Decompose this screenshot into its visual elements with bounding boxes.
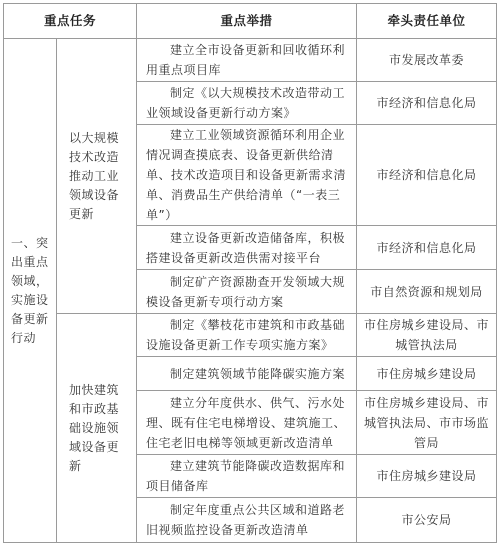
table-row <box>4 39 497 82</box>
measure-cell: 制定《攀枝花市建筑和市政基础设施设备更新工作专项实施方案》 <box>137 314 357 357</box>
measure-cell: 建立建筑节能降碳改造数据库和项目储备库 <box>137 455 357 498</box>
table-row <box>4 314 497 357</box>
task-level1: 一、突出重点领域，实施设备更新行动 <box>4 39 57 543</box>
measure-cell: 建立设备更新改造储备库，积极搭建设备更新改造供需对接平台 <box>137 226 357 270</box>
measure-cell: 建立全市设备更新和回收循环利用重点项目库 <box>137 39 357 82</box>
lead-unit-cell: 市发展改革委 <box>357 39 497 82</box>
measure-cell: 制定矿产资源勘查开发领域大规模设备更新专项行动方案 <box>137 270 357 314</box>
lead-unit-cell: 市住房城乡建设局、市城管执法局、市市场监管局 <box>357 391 497 455</box>
measure-cell: 建立分年度供水、供气、污水处理、既有住宅电梯增设、建筑施工、住宅老旧电梯等领域更新改造清单 <box>137 391 357 455</box>
header-row <box>4 4 497 39</box>
measure-cell: 制定《以大规模技术改造带动工业领域设备更新行动方案》 <box>137 82 357 125</box>
header-key-task: 重点任务 <box>4 4 137 39</box>
lead-unit-cell: 市住房城乡建设局 <box>357 455 497 498</box>
lead-unit-cell: 市公安局 <box>357 498 497 543</box>
measure-cell: 制定年度重点公共区域和道路老旧视频监控设备更新改造清单 <box>137 498 357 543</box>
header-key-measure: 重点举措 <box>137 4 357 39</box>
task-group-industry: 以大规模技术改造推动工业领域设备更新 <box>57 39 137 314</box>
lead-unit-cell: 市自然资源和规划局 <box>357 270 497 314</box>
lead-unit-cell: 市经济和信息化局 <box>357 226 497 270</box>
measure-cell: 建立工业领域资源循环利用企业情况调查摸底表、设备更新供给清单、技术改造项目和设备更新需求清单、消费品生产供给清单（“一表三单”） <box>137 125 357 226</box>
lead-unit-cell: 市住房城乡建设局、市城管执法局 <box>357 314 497 357</box>
lead-unit-cell: 市经济和信息化局 <box>357 82 497 125</box>
task-group-construction: 加快建筑和市政基础设施领域设备更新 <box>57 314 137 543</box>
lead-unit-cell: 市住房城乡建设局 <box>357 357 497 391</box>
header-lead-unit: 牵头责任单位 <box>357 4 497 39</box>
lead-unit-cell: 市经济和信息化局 <box>357 125 497 226</box>
task-table <box>3 3 497 543</box>
measure-cell: 制定建筑领域节能降碳实施方案 <box>137 357 357 391</box>
